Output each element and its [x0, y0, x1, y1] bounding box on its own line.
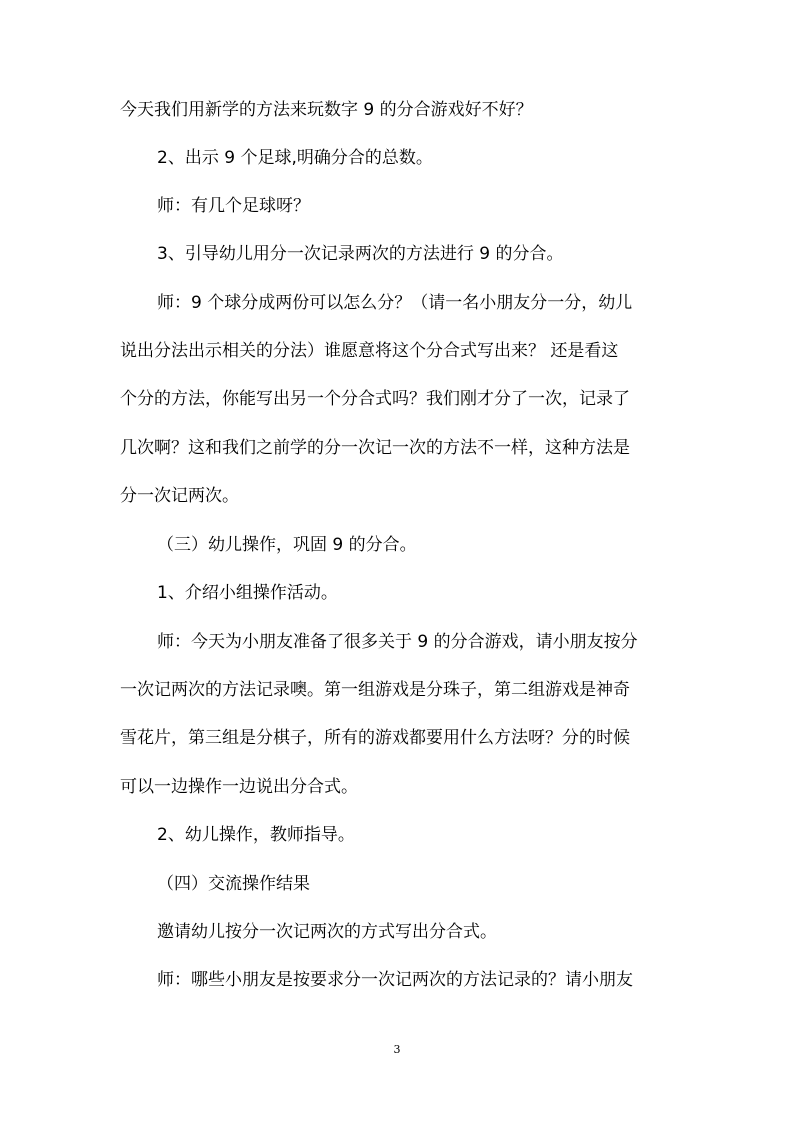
- paragraph-line: 师：哪些小朋友是按要求分一次记两次的方法记录的？请小朋友: [157, 970, 633, 990]
- page-number: 3: [393, 1043, 401, 1056]
- paragraph-line: 可以一边操作一边说出分合式。: [120, 777, 358, 797]
- paragraph-line: 说出分法出示相关的分法）谁愿意将这个分合式写出来？ 还是看这: [120, 341, 619, 361]
- section-heading: （四）交流操作结果: [157, 874, 310, 894]
- paragraph-line: 师：今天为小朋友准备了很多关于 9 的分合游戏，请小朋友按分: [157, 632, 638, 652]
- section-heading: （三）幼儿操作，巩固 9 的分合。: [157, 535, 417, 555]
- paragraph-line: 分一次记两次。: [120, 486, 239, 506]
- paragraph-line: 师：9 个球分成两份可以怎么分？（请一名小朋友分一分，幼儿: [157, 293, 633, 313]
- paragraph-line: 2、幼儿操作，教师指导。: [157, 825, 355, 845]
- paragraph-line: 几次啊？这和我们之前学的分一次记一次的方法不一样，这种方法是: [120, 438, 630, 458]
- paragraph-line: 3、引导幼儿用分一次记录两次的方法进行 9 的分合。: [157, 244, 564, 264]
- paragraph-line: 2、出示 9 个足球,明确分合的总数。: [157, 148, 433, 168]
- paragraph-line: 邀请幼儿按分一次记两次的方式写出分合式。: [157, 922, 497, 942]
- paragraph-line: 个分的方法，你能写出另一个分合式吗？我们刚才分了一次，记录了: [120, 389, 630, 409]
- paragraph-line: 雪花片，第三组是分棋子，所有的游戏都要用什么方法呀？分的时候: [120, 728, 630, 748]
- paragraph-line: 师：有几个足球呀？: [157, 196, 310, 216]
- paragraph-line: 1、介绍小组操作活动。: [157, 583, 338, 603]
- paragraph-line: 一次记两次的方法记录噢。第一组游戏是分珠子，第二组游戏是神奇: [120, 680, 630, 700]
- paragraph-line: 今天我们用新学的方法来玩数字 9 的分合游戏好不好？: [120, 100, 533, 120]
